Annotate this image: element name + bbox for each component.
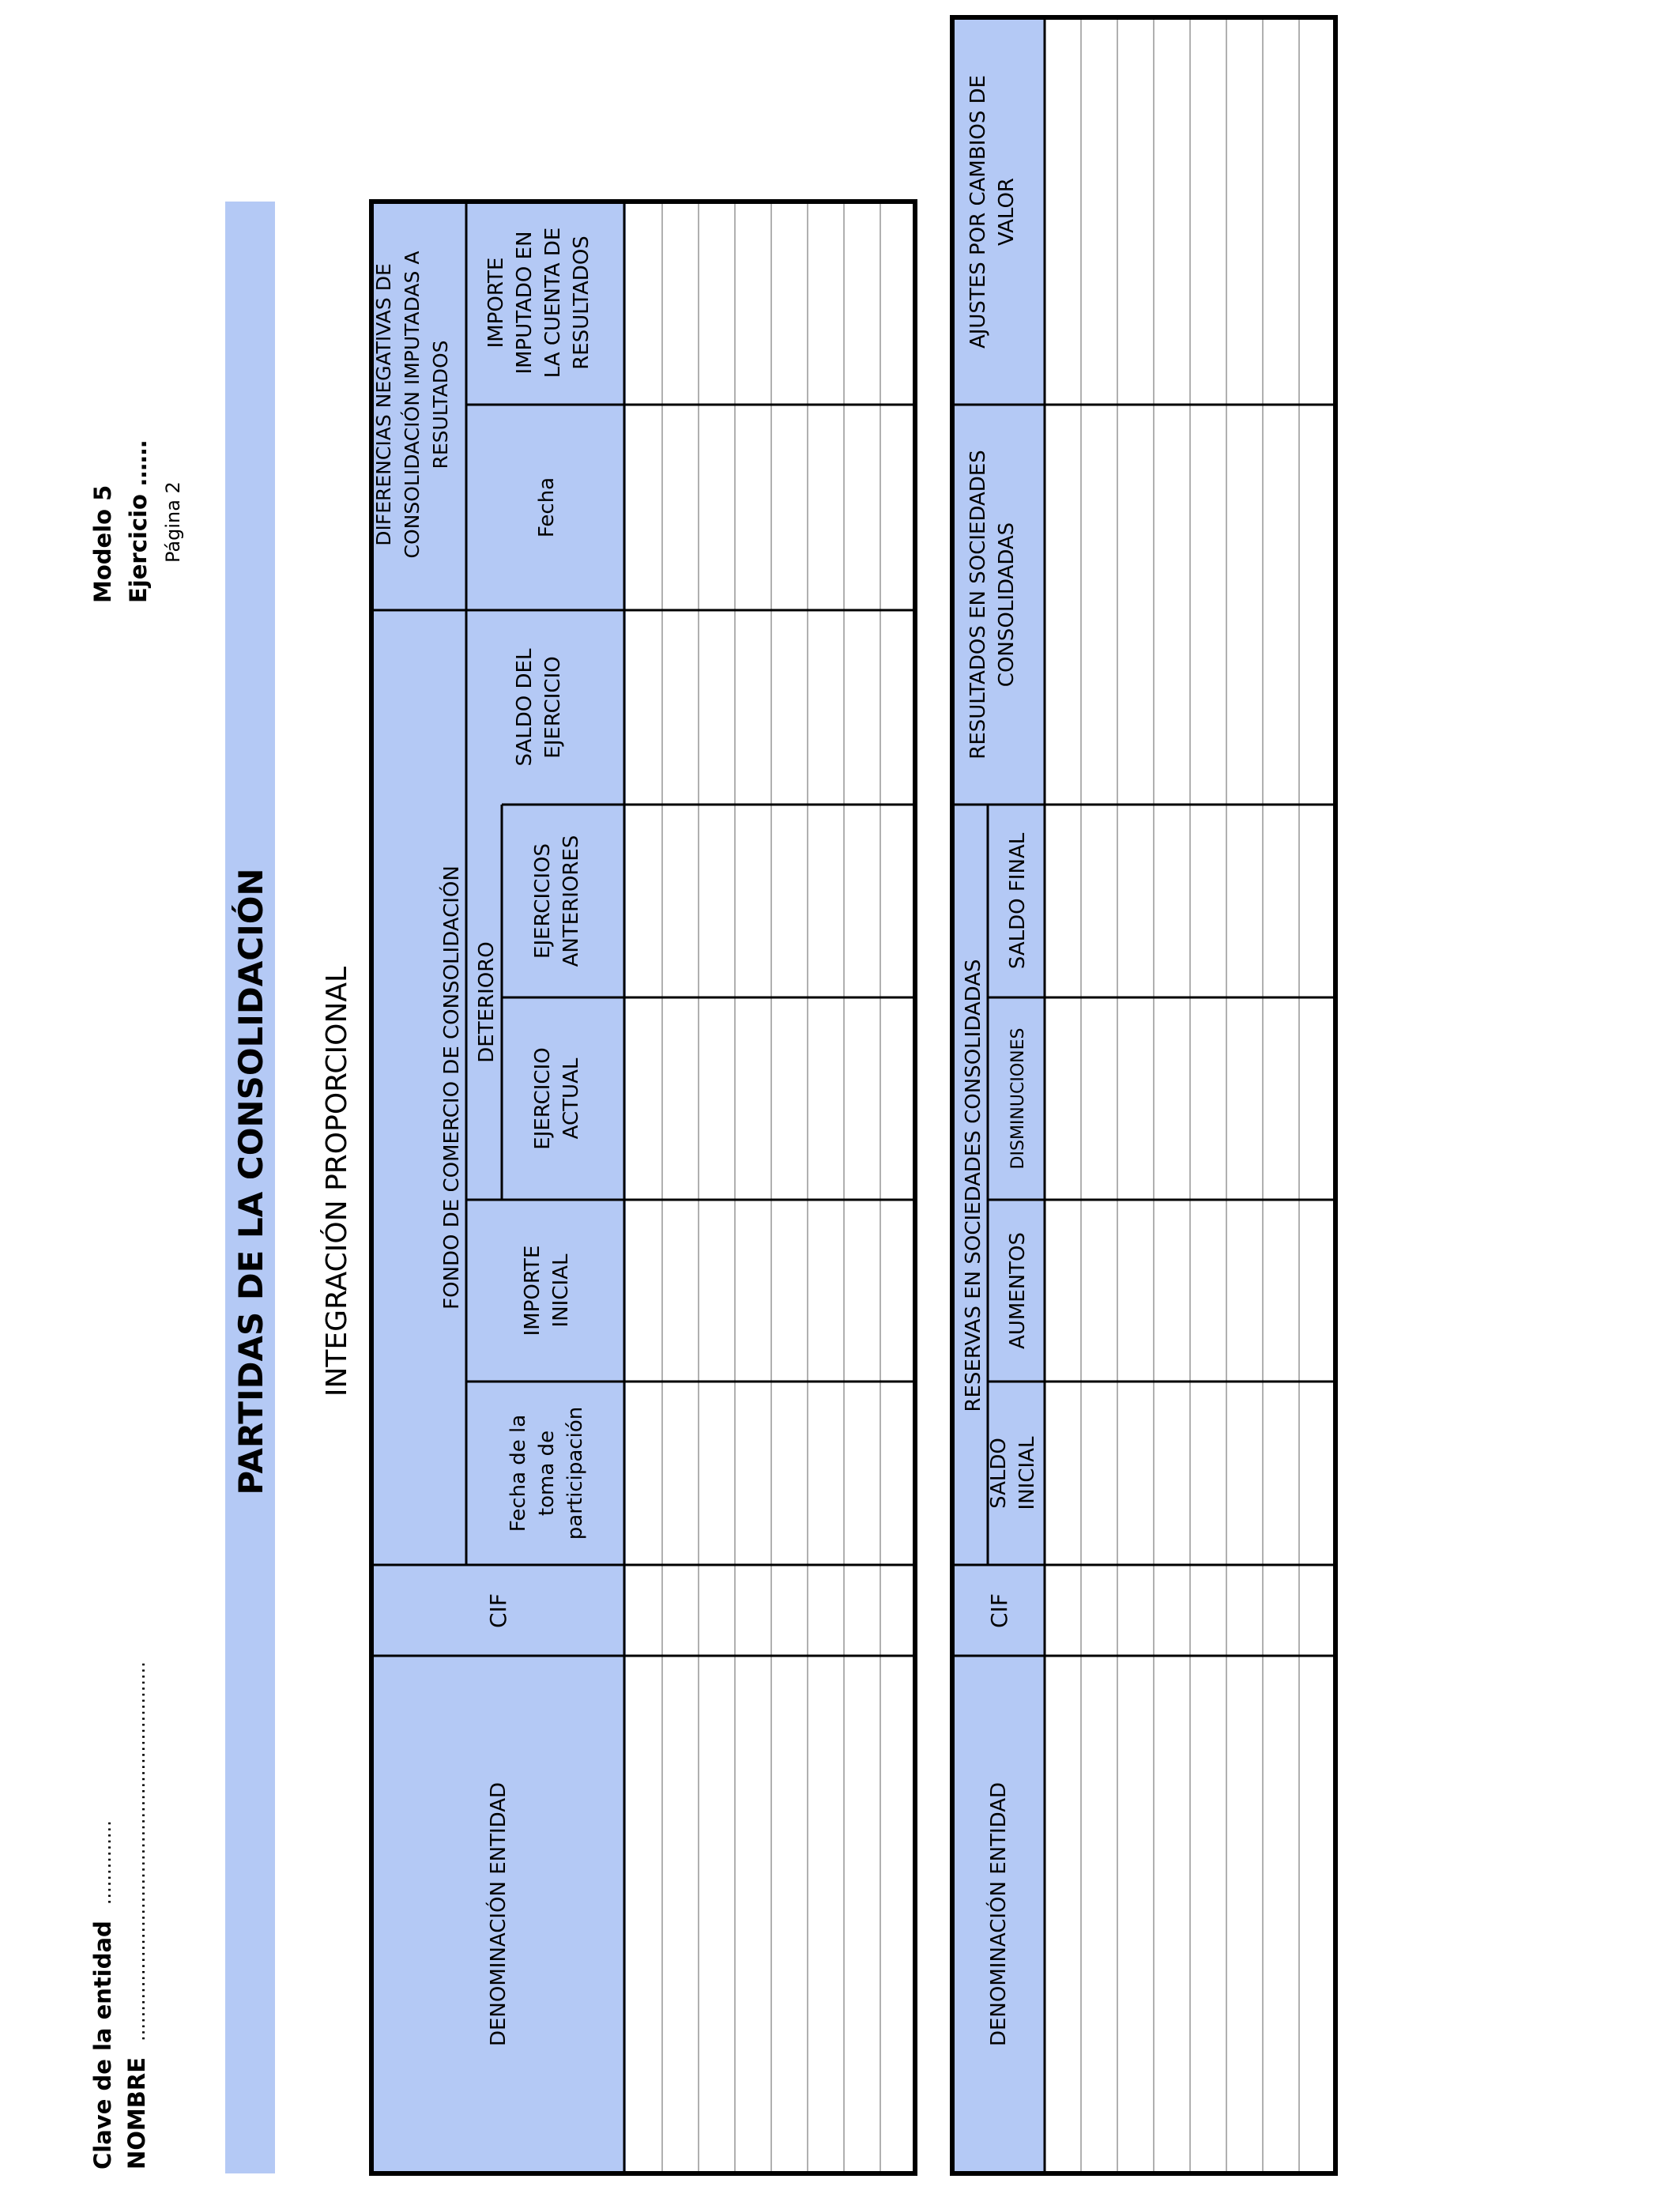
- table2-data-rows: [1081, 17, 1299, 2173]
- header2-disminuciones: DISMINUCIONES: [1008, 1027, 1028, 1170]
- header-denominacion: DENOMINACIÓN ENTIDAD: [487, 1781, 510, 2047]
- entity-header: [89, 1820, 116, 2169]
- page-number: Página 2: [162, 481, 184, 563]
- header-cif: CIF: [485, 1593, 511, 1628]
- svg-text:INICIAL: INICIAL: [1015, 1436, 1039, 1510]
- ejercicio-label[interactable]: Ejercicio ……: [125, 439, 152, 603]
- svg-text:EJERCICIO: EJERCICIO: [541, 656, 565, 759]
- header-fondo-comercio: FONDO DE COMERCIO DE CONSOLIDACIÓN: [440, 865, 464, 1310]
- svg-text:ANTERIORES: ANTERIORES: [559, 835, 583, 967]
- header2-denominacion: DENOMINACIÓN ENTIDAD: [987, 1781, 1011, 2047]
- nombre-field[interactable]: ...............................................................: [127, 1661, 149, 2041]
- svg-text:CONSOLIDACIÓN IMPUTADAS A: CONSOLIDACIÓN IMPUTADAS A: [401, 251, 424, 559]
- svg-text:LA CUENTA DE: LA CUENTA DE: [541, 227, 565, 379]
- table1-data-rows: [662, 202, 880, 2173]
- svg-text:INICIAL: INICIAL: [549, 1253, 573, 1328]
- svg-text:Fecha de la: Fecha de la: [507, 1414, 530, 1532]
- header-deterioro: DETERIORO: [475, 941, 499, 1063]
- svg-text:IMPORTE: IMPORTE: [484, 257, 508, 349]
- header-fecha: Fecha: [535, 477, 559, 538]
- svg-text:VALOR: VALOR: [995, 178, 1019, 246]
- svg-text:NOMBRE .................: [123, 1661, 150, 2169]
- svg-text:EJERCICIO: EJERCICIO: [531, 1047, 555, 1150]
- table-reservas: [952, 17, 1335, 2173]
- svg-text:IMPORTE: IMPORTE: [521, 1245, 544, 1336]
- nombre-row: [123, 1661, 150, 2169]
- table-integracion: [371, 202, 915, 2173]
- svg-text:participación: participación: [563, 1406, 587, 1540]
- svg-text:RESULTADOS: RESULTADOS: [429, 340, 452, 469]
- svg-text:ACTUAL: ACTUAL: [559, 1057, 583, 1140]
- modelo-label: Modelo 5: [89, 484, 116, 603]
- header2-aumentos: AUMENTOS: [1006, 1232, 1030, 1349]
- svg-text:toma de: toma de: [535, 1430, 559, 1517]
- svg-text:RESULTADOS: RESULTADOS: [570, 236, 593, 370]
- svg-text:SALDO DEL: SALDO DEL: [513, 648, 537, 767]
- header2-cif: CIF: [986, 1593, 1012, 1628]
- page-title: PARTIDAS DE LA CONSOLIDACIÓN: [232, 868, 270, 1495]
- svg-text:IMPUTADO EN: IMPUTADO EN: [513, 231, 537, 375]
- svg-text:DIFERENCIAS NEGATIVAS DE: DIFERENCIAS NEGATIVAS DE: [372, 263, 395, 546]
- header2-saldo-final: SALDO FINAL: [1006, 832, 1030, 970]
- clave-field[interactable]: ..............: [93, 1820, 115, 1906]
- nombre-label: NOMBRE: [123, 2056, 150, 2169]
- header2-reservas: RESERVAS EN SOCIEDADES CONSOLIDADAS: [962, 959, 985, 1412]
- svg-text:RESULTADOS EN SOCIEDADES: RESULTADOS EN SOCIEDADES: [966, 450, 990, 760]
- svg-text:Clave de la entidad ....: [89, 1820, 116, 2169]
- svg-text:SALDO: SALDO: [987, 1438, 1011, 1509]
- page-subtitle: INTEGRACIÓN PROPORCIONAL: [321, 966, 353, 1397]
- clave-label: Clave de la entidad: [89, 1921, 116, 2169]
- svg-text:CONSOLIDADAS: CONSOLIDADAS: [995, 522, 1019, 688]
- svg-text:AJUSTES POR CAMBIOS DE: AJUSTES POR CAMBIOS DE: [966, 74, 990, 349]
- model-info: [89, 440, 184, 603]
- svg-text:EJERCICIOS: EJERCICIOS: [531, 843, 555, 959]
